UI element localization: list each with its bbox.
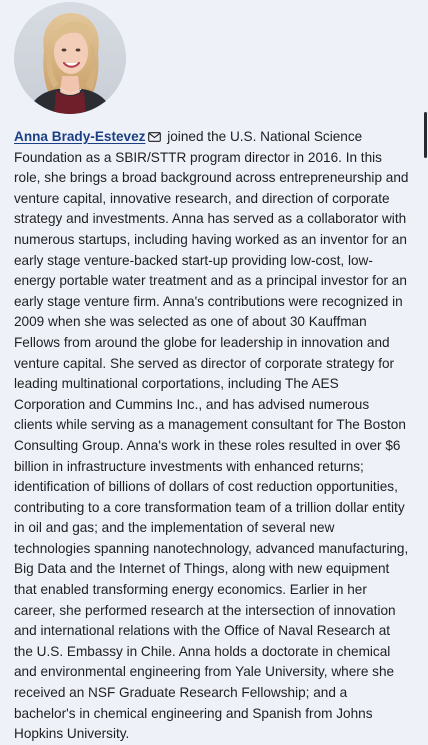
envelope-icon[interactable] [148, 132, 161, 142]
profile-name-link[interactable]: Anna Brady-Estevez [14, 129, 146, 144]
bio-text: joined the U.S. National Science Foundation as a SBIR/STTR program director in 2016. In this role, she brings a broad background across entrepreneurship and venture capital, innovative research, and direction of corporate strategy and investments. Anna has served as a collaborator with numerous startups, including having worked as an inventor for an early stage venture-backed start-up providing low-cost, low-energy portable water treatment and as a principal investor for an early stage venture firm. Anna's contributions were recognized in 2009 when she was selected as one of about 30 Kauffman Fellows from around the globe for leadership in innovation and venture capital. She served as director of corporate strategy for leading multinational corportations, including The AES Corporation and Cummins Inc., and has advised numerous clients while serving as a management consultant for The Boston Consulting Group. Anna's work in these roles resulted in over $6 billion in infrastructure investments with enhanced returns; identification of billions of dollars of cost reduction opportunities, contributing to a core transformation team of a trillion dollar entity in oil and gas; and the implementation of several new technologies spanning nanotechnology, advanced manufacturing, Big Data and the Internet of Things, along with new equipment that enabled transforming energy economics. Earlier in her career, she performed research at the intersection of innovation and international relations with the Office of Naval Research at the U.S. Embassy in Chile. Anna holds a doctorate in chemical and environmental engineering from Yale University, where she received an NSF Graduate Research Fellowship; and a bachelor's in chemical engineering and Spanish from Johns Hopkins University. [14, 129, 409, 742]
bio-paragraph [14, 127, 410, 745]
portrait-image [14, 2, 126, 114]
avatar [14, 2, 126, 114]
scrollbar[interactable] [424, 112, 427, 158]
